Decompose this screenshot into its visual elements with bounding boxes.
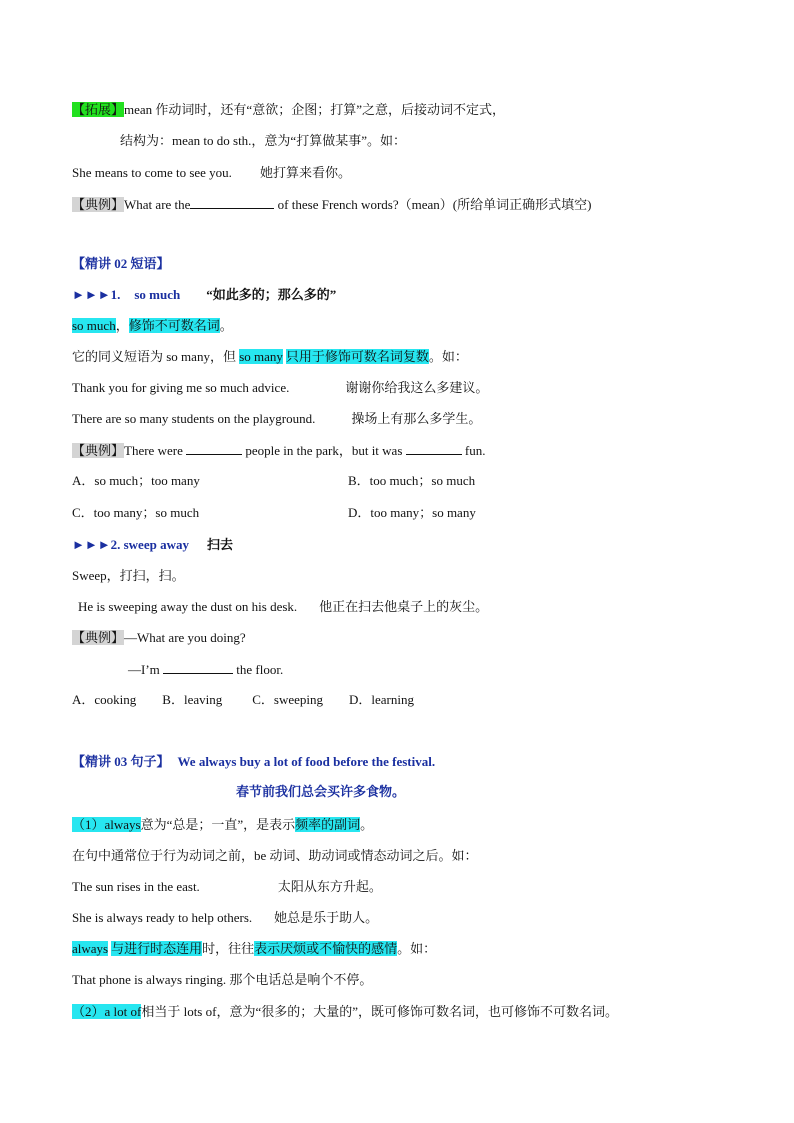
answer-blank[interactable] (163, 659, 233, 674)
phrase-2-definition: Sweep，打扫，扫。 (72, 568, 185, 583)
option-d[interactable]: D．too many；so many (348, 505, 476, 520)
example-zh: 谢谢你给我这么多建议。 (345, 380, 489, 395)
option-b[interactable]: B．too much；so much (348, 473, 476, 488)
exercise-so-much (72, 440, 486, 461)
option-c[interactable]: C．sweeping (252, 692, 323, 707)
phrase-2-example (78, 597, 488, 617)
option-a[interactable]: A．so much；too many (72, 473, 200, 488)
phrase-1-phrase: so much (134, 287, 181, 302)
note-text: 时，往往 (202, 941, 255, 956)
note-2-highlight-2: 只用于修饰可数名词复数 (285, 349, 429, 364)
point-2-text: 相当于 lots of，意为“很多的；大量的”，既可修饰可数名词，也可修饰不可数名词。 (141, 1004, 618, 1019)
exercise-mean (72, 194, 591, 215)
point-1-highlight-2: 频率的副词 (295, 817, 361, 832)
phrase-2-title (72, 535, 233, 555)
note-highlight-2: 与进行时态连用 (111, 941, 203, 956)
exercise-mean-text-a: What are the (124, 197, 191, 212)
section-heading-sentence (72, 752, 435, 772)
exercise-sweep-line-2 (128, 659, 283, 680)
phrase-1-title (72, 285, 336, 305)
exercise-mean-text-b: of these French words?（mean）(所给单词正确形式填空) (277, 197, 592, 212)
point-1-note (72, 939, 436, 959)
extension-text-1: mean 作动词时，还有“意欲；企图；打算”之意，后接动词不定式， (124, 102, 505, 117)
phrase-1-example-2 (72, 409, 481, 429)
phrase-1-arrow: ►►►1. (72, 287, 121, 302)
example-en: He is sweeping away the dust on his desk. (78, 599, 298, 614)
dialogue-line-1: —What are you doing? (124, 630, 246, 645)
answer-blank-1[interactable] (186, 440, 242, 455)
example-en: There are so many students on the playground. (72, 411, 316, 426)
point-1-highlight: （1）always (72, 817, 141, 832)
example-en: The sun rises in the east. (72, 879, 200, 894)
note-2-highlight-1: so many (239, 349, 283, 364)
extension-line-1 (72, 100, 505, 120)
exercise-sweep (72, 628, 246, 648)
phrase-1-note-2 (72, 347, 468, 367)
answer-blank-2[interactable] (406, 440, 462, 455)
exercise-tag: 【典例】 (72, 197, 125, 212)
note-sep: ， (115, 318, 129, 333)
note-end: 。如： (397, 941, 437, 956)
note-highlight-1: always (72, 941, 109, 956)
point-1-line-2: 在句中通常位于行为动词之前，be 动词、助动词或情态动词之后。如： (72, 848, 478, 863)
exercise-text-b: people in the park，but it was (245, 443, 403, 458)
exercise-tag: 【典例】 (72, 630, 125, 645)
point-1-example-1 (72, 877, 382, 897)
example-zh: 他正在扫去他桌子上的灰尘。 (319, 599, 489, 614)
example-en: She is always ready to help others. (72, 910, 253, 925)
section-heading: 【精讲 03 句子】 (72, 754, 170, 769)
section-heading-phrases: 【精讲 02 短语】 (72, 256, 170, 271)
answer-blank[interactable] (190, 194, 274, 209)
option-d[interactable]: D．learning (349, 692, 414, 707)
option-a[interactable]: A．cooking (72, 692, 137, 707)
phrase-1-example-1 (72, 378, 488, 398)
note-highlight-b: 修饰不可数名词 (128, 318, 220, 333)
point-1-example-3: That phone is always ringing. 那个电话总是响个不停。 (72, 972, 373, 987)
point-1-text: 意为“总是；一直”，是表示 (140, 817, 296, 832)
phrase-1-meaning: “如此多的；那么多的” (206, 287, 337, 302)
example-zh: 太阳从东方升起。 (277, 879, 382, 894)
example-en: Thank you for giving me so much advice. (72, 380, 290, 395)
example-mean-zh: 她打算来看你。 (259, 165, 351, 180)
key-sentence-translation: 春节前我们总会买许多食物。 (236, 784, 406, 799)
example-zh: 操场上有那么多学生。 (351, 411, 482, 426)
exercise-text-c: fun. (464, 443, 486, 458)
exercise-sweep-options (72, 690, 414, 710)
note-2-text: 它的同义短语为 so many，但 (72, 349, 240, 364)
dialogue-line-2b: the floor. (236, 662, 284, 677)
note-highlight-a: so much (72, 318, 116, 333)
phrase-1-note-1 (72, 316, 233, 336)
extension-line-2: 结构为：mean to do sth.，意为“打算做某事”。如： (120, 133, 406, 148)
point-2-line (72, 1002, 618, 1022)
point-2-highlight: （2）a lot of (72, 1004, 142, 1019)
example-zh: 她总是乐于助人。 (274, 910, 379, 925)
phrase-2-meaning: 扫去 (206, 537, 233, 552)
key-sentence: We always buy a lot of food before the festival. (177, 754, 436, 769)
extension-tag: 【拓展】 (72, 102, 125, 117)
example-mean (72, 163, 351, 183)
example-mean-en: She means to come to see you. (72, 165, 232, 180)
phrase-2-phrase: ►►►2. sweep away (72, 537, 189, 552)
option-c[interactable]: C．too many；so much (72, 505, 200, 520)
note-2-end: 。如： (428, 349, 468, 364)
point-1-line-1 (72, 815, 373, 835)
point-1-end: 。 (360, 817, 374, 832)
option-b[interactable]: B．leaving (162, 692, 223, 707)
exercise-tag: 【典例】 (72, 443, 125, 458)
point-1-example-2 (72, 908, 378, 928)
dialogue-line-2a: —I’m (128, 662, 160, 677)
exercise-text-a: There were (124, 443, 183, 458)
note-highlight-3: 表示厌烦或不愉快的感情 (254, 941, 398, 956)
note-end: 。 (219, 318, 233, 333)
